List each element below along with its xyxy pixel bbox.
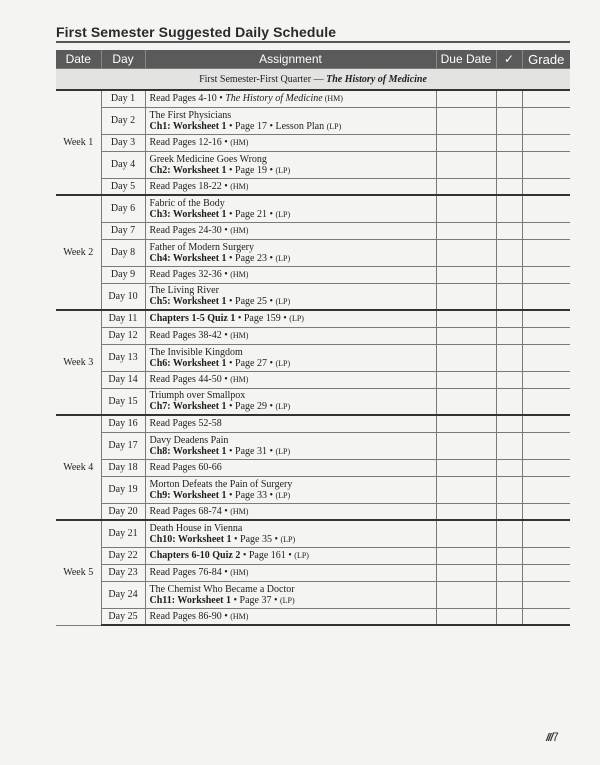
grade-cell <box>522 222 570 239</box>
due-date-cell <box>436 134 496 151</box>
table-row <box>56 432 570 459</box>
due-date-cell <box>436 90 496 107</box>
grade-cell <box>522 547 570 564</box>
assignment-text: Read Pages 86-90 • <box>149 610 231 622</box>
assignment-cell <box>145 178 436 195</box>
assignment-text: (LP) <box>280 534 296 544</box>
assignment-text: Ch11: Worksheet 1 <box>149 594 231 606</box>
assignment-text: (HM) <box>230 611 249 621</box>
due-date-cell <box>436 178 496 195</box>
check-cell <box>496 371 522 388</box>
assignment-text: (HM) <box>230 568 249 577</box>
check-cell <box>496 178 522 195</box>
grade-cell <box>522 266 570 283</box>
schedule-table <box>56 50 570 626</box>
due-date-cell <box>436 222 496 239</box>
assignment-text: • Page 19 • <box>226 164 276 176</box>
day-label: Day 2 <box>101 107 145 134</box>
check-cell <box>496 283 522 310</box>
check-cell <box>496 432 522 459</box>
grade-cell <box>522 195 570 222</box>
day-label: Day 20 <box>101 503 145 520</box>
day-label: Day 4 <box>101 151 145 178</box>
assignment-text: (HM) <box>230 506 249 516</box>
assignment-text: The Invisible Kingdom <box>149 346 243 358</box>
table-row <box>56 547 570 564</box>
assignment-text: Ch1: Worksheet 1 <box>149 120 227 132</box>
check-cell <box>496 90 522 107</box>
check-cell <box>496 476 522 503</box>
page-number-value: 7 <box>552 730 559 744</box>
due-date-cell <box>436 310 496 327</box>
assignment-text: (HM) <box>322 94 343 104</box>
assignment-text: Triumph over Smallpox <box>149 390 246 402</box>
day-label: Day 5 <box>101 178 145 195</box>
grade-cell <box>522 283 570 310</box>
due-date-cell <box>436 547 496 564</box>
assignment-text: Read Pages 12-16 • <box>149 137 231 148</box>
quarter-row <box>56 69 570 91</box>
assignment-text: Death House in Vienna <box>149 522 243 534</box>
day-label: Day 10 <box>101 283 145 310</box>
due-date-cell <box>436 564 496 581</box>
assignment-text: (HM) <box>230 270 249 279</box>
check-cell <box>496 564 522 581</box>
grade-cell <box>522 239 570 266</box>
table-row <box>56 564 570 581</box>
due-date-cell <box>436 151 496 178</box>
assignment-cell <box>145 503 436 520</box>
due-date-cell <box>436 266 496 283</box>
assignment-text: • Page 35 • <box>231 533 281 545</box>
assignment-text: (LP) <box>279 595 295 605</box>
table-row <box>56 503 570 520</box>
table-row <box>56 581 570 608</box>
due-date-cell <box>436 239 496 266</box>
assignment-cell <box>145 581 436 608</box>
due-date-cell <box>436 283 496 310</box>
check-cell <box>496 415 522 432</box>
check-cell <box>496 327 522 344</box>
assignment-text: Ch10: Worksheet 1 <box>149 533 232 545</box>
day-label: Day 17 <box>101 432 145 459</box>
table-row <box>56 222 570 239</box>
assignment-text: The Living River <box>149 285 219 297</box>
header-assignment: Assignment <box>145 50 436 69</box>
assignment-text: (LP) <box>275 358 291 368</box>
assignment-cell <box>145 222 436 239</box>
assignment-text: Ch5: Worksheet 1 <box>149 296 227 308</box>
check-cell <box>496 266 522 283</box>
grade-cell <box>522 503 570 520</box>
table-row <box>56 107 570 134</box>
assignment-text: Fabric of the Body <box>149 197 225 209</box>
assignment-text: (HM) <box>230 331 249 340</box>
day-label: Day 18 <box>101 459 145 476</box>
assignment-text: (LP) <box>275 402 291 412</box>
due-date-cell <box>436 520 496 547</box>
grade-cell <box>522 432 570 459</box>
grade-cell <box>522 388 570 415</box>
table-row <box>56 310 570 327</box>
due-date-cell <box>436 327 496 344</box>
assignment-cell <box>145 195 436 222</box>
title-divider <box>56 41 570 43</box>
check-cell <box>496 459 522 476</box>
header-grade: Grade <box>522 50 570 69</box>
assignment-text: • Page 161 • <box>240 550 295 561</box>
grade-cell <box>522 371 570 388</box>
assignment-cell <box>145 310 436 327</box>
table-row <box>56 178 570 195</box>
schedule-body <box>56 69 570 626</box>
due-date-cell <box>436 415 496 432</box>
assignment-text: Ch9: Worksheet 1 <box>149 489 227 501</box>
assignment-text: (LP) <box>275 446 291 456</box>
assignment-text: Read Pages 32-36 • <box>149 269 231 280</box>
day-label: Day 8 <box>101 239 145 266</box>
header-check: ✓ <box>496 50 522 69</box>
week-label: Week 2 <box>56 195 101 310</box>
assignment-text: Read Pages 18-22 • <box>149 180 231 192</box>
table-row <box>56 90 570 107</box>
table-row <box>56 415 570 432</box>
week-label: Week 3 <box>56 310 101 415</box>
check-cell <box>496 310 522 327</box>
assignment-text: Read Pages 24-30 • <box>149 225 231 236</box>
check-cell <box>496 581 522 608</box>
table-row <box>56 520 570 547</box>
assignment-cell <box>145 564 436 581</box>
assignment-cell <box>145 608 436 625</box>
assignment-text: (LP) <box>275 209 291 219</box>
assignment-cell <box>145 239 436 266</box>
page-marks: /// <box>546 732 553 744</box>
assignment-cell <box>145 283 436 310</box>
table-row <box>56 283 570 310</box>
assignment-cell <box>145 476 436 503</box>
header-row <box>56 50 570 69</box>
day-label: Day 21 <box>101 520 145 547</box>
assignment-cell <box>145 520 436 547</box>
day-label: Day 25 <box>101 608 145 625</box>
grade-cell <box>522 327 570 344</box>
assignment-text: Davy Deadens Pain <box>149 434 229 446</box>
due-date-cell <box>436 388 496 415</box>
assignment-text: (HM) <box>230 226 249 235</box>
quarter-prefix: First Semester-First Quarter — <box>199 73 327 85</box>
assignment-text: • Page 21 • <box>226 208 276 220</box>
assignment-text: (LP) <box>289 314 304 324</box>
assignment-cell <box>145 415 436 432</box>
table-row <box>56 239 570 266</box>
due-date-cell <box>436 459 496 476</box>
day-label: Day 23 <box>101 564 145 581</box>
table-row <box>56 344 570 371</box>
quarter-heading <box>56 69 570 91</box>
check-cell <box>496 222 522 239</box>
assignment-cell <box>145 388 436 415</box>
assignment-text: • Page 29 • <box>226 401 276 413</box>
grade-cell <box>522 151 570 178</box>
day-label: Day 1 <box>101 90 145 107</box>
due-date-cell <box>436 371 496 388</box>
week-label: Week 4 <box>56 415 101 520</box>
day-label: Day 12 <box>101 327 145 344</box>
assignment-text: Ch7: Worksheet 1 <box>149 401 227 413</box>
check-cell <box>496 388 522 415</box>
day-label: Day 15 <box>101 388 145 415</box>
grade-cell <box>522 564 570 581</box>
assignment-cell <box>145 90 436 107</box>
assignment-text: Ch6: Worksheet 1 <box>149 357 227 369</box>
assignment-text: (LP) <box>294 551 309 560</box>
day-label: Day 22 <box>101 547 145 564</box>
assignment-cell <box>145 266 436 283</box>
assignment-cell <box>145 134 436 151</box>
assignment-cell <box>145 107 436 134</box>
day-label: Day 24 <box>101 581 145 608</box>
quarter-book-title: The History of Medicine <box>326 73 427 85</box>
assignment-text: The First Physicians <box>149 109 232 121</box>
assignment-text: Read Pages 60-66 <box>149 462 222 473</box>
check-cell <box>496 344 522 371</box>
assignment-cell <box>145 432 436 459</box>
assignment-text: Read Pages 44-50 • <box>149 374 231 385</box>
due-date-cell <box>436 107 496 134</box>
header-date: Date <box>56 50 101 69</box>
grade-cell <box>522 476 570 503</box>
assignment-cell <box>145 327 436 344</box>
assignment-cell <box>145 547 436 564</box>
check-cell <box>496 520 522 547</box>
day-label: Day 14 <box>101 371 145 388</box>
assignment-text: Chapters 6-10 Quiz 2 <box>149 550 241 561</box>
table-row <box>56 134 570 151</box>
assignment-text: • Page 23 • <box>226 252 276 264</box>
header-day: Day <box>101 50 145 69</box>
due-date-cell <box>436 344 496 371</box>
table-row <box>56 327 570 344</box>
table-row <box>56 266 570 283</box>
due-date-cell <box>436 195 496 222</box>
grade-cell <box>522 520 570 547</box>
grade-cell <box>522 90 570 107</box>
check-cell <box>496 134 522 151</box>
day-label: Day 7 <box>101 222 145 239</box>
page-number <box>546 730 559 744</box>
table-row <box>56 459 570 476</box>
assignment-text: The Chemist Who Became a Doctor <box>149 583 295 595</box>
table-row <box>56 151 570 178</box>
assignment-text: • Page 17 • Lesson Plan <box>226 120 327 132</box>
due-date-cell <box>436 476 496 503</box>
assignment-text: Ch3: Worksheet 1 <box>149 208 227 220</box>
assignment-cell <box>145 371 436 388</box>
assignment-text: • Page 33 • <box>226 489 276 501</box>
check-cell <box>496 151 522 178</box>
assignment-text: • Page 27 • <box>226 357 276 369</box>
check-cell <box>496 107 522 134</box>
assignment-text: • Page 37 • <box>231 594 280 606</box>
table-row <box>56 388 570 415</box>
grade-cell <box>522 310 570 327</box>
assignment-text: Greek Medicine Goes Wrong <box>149 153 267 165</box>
day-label: Day 11 <box>101 310 145 327</box>
assignment-text: Read Pages 76-84 • <box>149 567 231 578</box>
assignment-text: (HM) <box>230 181 249 191</box>
day-label: Day 9 <box>101 266 145 283</box>
day-label: Day 19 <box>101 476 145 503</box>
day-label: Day 16 <box>101 415 145 432</box>
assignment-text: The History of Medicine <box>225 93 323 105</box>
grade-cell <box>522 344 570 371</box>
assignment-cell <box>145 344 436 371</box>
due-date-cell <box>436 432 496 459</box>
assignment-text: Read Pages 52-58 <box>149 418 222 430</box>
assignment-text: (HM) <box>230 375 249 384</box>
assignment-text: Read Pages 68-74 • <box>149 505 231 517</box>
grade-cell <box>522 608 570 625</box>
grade-cell <box>522 107 570 134</box>
assignment-text: • Page 31 • <box>226 445 276 457</box>
assignment-text: (LP) <box>275 490 291 500</box>
grade-cell <box>522 134 570 151</box>
grade-cell <box>522 415 570 432</box>
week-label: Week 5 <box>56 520 101 625</box>
due-date-cell <box>436 608 496 625</box>
day-label: Day 6 <box>101 195 145 222</box>
assignment-text: (LP) <box>275 297 291 307</box>
assignment-text: Morton Defeats the Pain of Surgery <box>149 478 293 490</box>
due-date-cell <box>436 581 496 608</box>
assignment-text: Chapters 1-5 Quiz 1 <box>149 313 236 325</box>
due-date-cell <box>436 503 496 520</box>
table-row <box>56 195 570 222</box>
day-label: Day 13 <box>101 344 145 371</box>
grade-cell <box>522 581 570 608</box>
assignment-text: (HM) <box>230 138 249 147</box>
assignment-text: (LP) <box>275 165 291 175</box>
assignment-cell <box>145 151 436 178</box>
assignment-text: Ch8: Worksheet 1 <box>149 445 227 457</box>
check-cell <box>496 608 522 625</box>
week-label: Week 1 <box>56 90 101 195</box>
table-row <box>56 476 570 503</box>
page-title: First Semester Suggested Daily Schedule <box>56 24 337 40</box>
assignment-cell <box>145 459 436 476</box>
header-due-date: Due Date <box>436 50 496 69</box>
grade-cell <box>522 459 570 476</box>
check-cell <box>496 239 522 266</box>
assignment-text: (LP) <box>275 253 291 263</box>
assignment-text: Read Pages 38-42 • <box>149 330 231 341</box>
assignment-text: • Page 25 • <box>226 296 276 308</box>
table-row <box>56 371 570 388</box>
day-label: Day 3 <box>101 134 145 151</box>
table-row <box>56 608 570 625</box>
check-cell <box>496 503 522 520</box>
assignment-text: Read Pages 4-10 • <box>149 93 226 105</box>
assignment-text: Ch4: Worksheet 1 <box>149 252 227 264</box>
grade-cell <box>522 178 570 195</box>
assignment-text: (LP) <box>326 121 342 131</box>
check-cell <box>496 547 522 564</box>
assignment-text: • Page 159 • <box>235 313 290 325</box>
assignment-text: Ch2: Worksheet 1 <box>149 164 227 176</box>
check-cell <box>496 195 522 222</box>
assignment-text: Father of Modern Surgery <box>149 241 255 253</box>
